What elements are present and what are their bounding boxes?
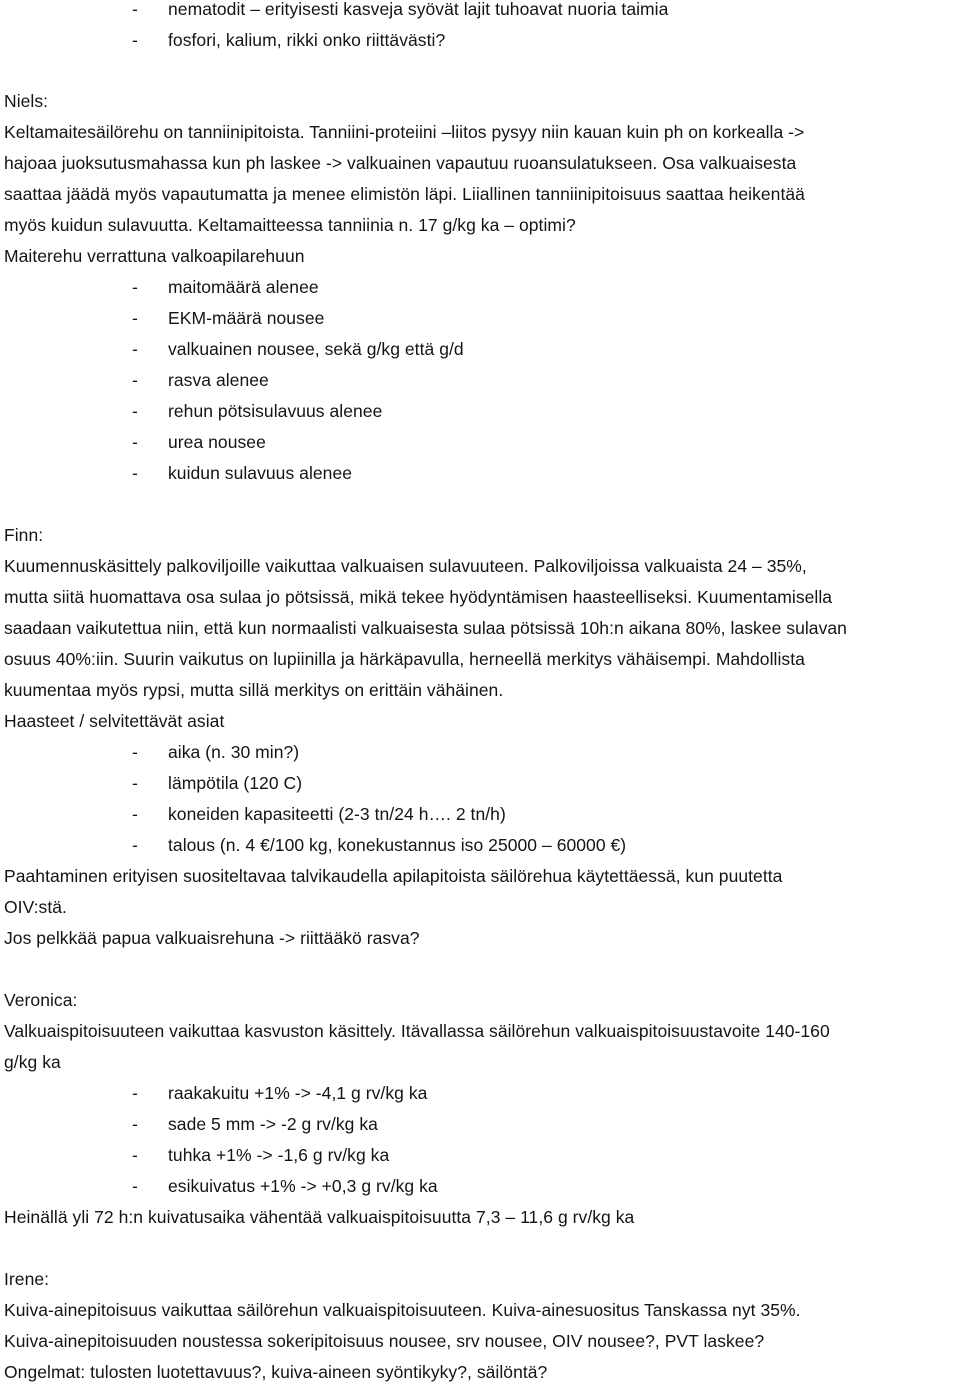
paragraph-line: Maiterehu verrattuna valkoapilarehuun: [4, 246, 305, 266]
list-item: - valkuainen nousee, sekä g/kg että g/d: [132, 334, 958, 365]
bullet-marker: -: [132, 308, 138, 328]
paragraph-line: Kuumennuskäsittely palkoviljoille vaikuttaa valkuaisen sulavuuteen. Palkoviljoissa valkuaista 24 – 35%,: [4, 556, 807, 576]
paragraph-line: Kuiva-ainepitoisuus vaikuttaa säilörehun valkuaispitoisuuteen. Kuiva-ainesuositus Tanskassa nyt 35%.: [4, 1300, 801, 1320]
list-item: - maitomäärä alenee: [132, 272, 958, 303]
paragraph-line: hajoaa juoksutusmahassa kun ph laskee -> valkuainen vapautuu ruoansulatukseen. Osa valkuaisesta: [4, 153, 797, 173]
bullet-marker: -: [132, 277, 138, 297]
paragraph-line: Keltamaitesäilörehu on tanniinipitoista. Tanniini-proteiini –liitos pysyy niin kauan kuin ph on korkealla ->: [4, 122, 805, 142]
list-item: - lämpötila (120 C): [132, 768, 958, 799]
bullet-marker: -: [132, 1083, 138, 1103]
section-heading-finn: Finn:: [4, 525, 44, 545]
section-heading-irene: Irene:: [4, 1269, 50, 1289]
section-heading-veronica: Veronica:: [4, 990, 78, 1010]
list-item: - esikuivatus +1% -> +0,3 g rv/kg ka: [132, 1171, 958, 1202]
paragraph-line: g/kg ka: [4, 1052, 61, 1072]
list-item: - EKM-määrä nousee: [132, 303, 958, 334]
paragraph-line: Valkuaispitoisuuteen vaikuttaa kasvuston käsittely. Itävallassa säilörehun valkuaispitoisuustavoite 140-160: [4, 1021, 830, 1041]
bullet-marker: -: [132, 30, 138, 50]
list-item: - rasva alenee: [132, 365, 958, 396]
paragraph-line: Kuiva-ainepitoisuuden noustessa sokeripitoisuus nousee, srv nousee, OIV nousee?, PVT laskee?: [4, 1331, 765, 1351]
list-item: - nematodit – erityisesti kasveja syövät lajit tuhoavat nuoria taimia: [132, 0, 958, 25]
list-item: - talous (n. 4 €/100 kg, konekustannus iso 25000 – 60000 €): [132, 830, 958, 861]
list-item: - rehun pötsisulavuus alenee: [132, 396, 958, 427]
paragraph-line: saattaa jäädä myös vapautumatta ja menee elimistön läpi. Liiallinen tanniinipitoisuus saattaa heikentää: [4, 184, 805, 204]
list-item: - tuhka +1% -> -1,6 g rv/kg ka: [132, 1140, 958, 1171]
bullet-marker: -: [132, 1145, 138, 1165]
bullet-marker: -: [132, 401, 138, 421]
list-item: - kuidun sulavuus alenee: [132, 458, 958, 489]
bullet-marker: -: [132, 1114, 138, 1134]
paragraph-line: Ongelmat: tulosten luotettavuus?, kuiva-aineen syöntikyky?, säilöntä?: [4, 1362, 548, 1382]
bullet-marker: -: [132, 463, 138, 483]
paragraph-line: mutta siitä huomattava osa sulaa jo pötsissä, mikä tekee hyödyntämisen haasteelliseksi. Kuumentamisella: [4, 587, 833, 607]
paragraph-line: Jos pelkkää papua valkuaisrehuna -> riittääkö rasva?: [4, 928, 420, 948]
bullet-marker: -: [132, 370, 138, 390]
bullet-marker: -: [132, 0, 138, 19]
paragraph-line: saadaan vaikutettua niin, että kun normaalisti valkuaisesta sulaa pötsissä 10h:n aikana 80%, laskee sulavan: [4, 618, 847, 638]
bullet-marker: -: [132, 835, 138, 855]
bullet-marker: -: [132, 339, 138, 359]
bullet-marker: -: [132, 432, 138, 452]
paragraph-line: kuumentaa myös rypsi, mutta sillä merkitys on erittäin vähäinen.: [4, 680, 504, 700]
paragraph-line: Haasteet / selvitettävät asiat: [4, 711, 225, 731]
paragraph-line: myös kuidun sulavuutta. Keltamaitteessa tanniinia n. 17 g/kg ka – optimi?: [4, 215, 576, 235]
section-heading-niels: Niels:: [4, 91, 49, 111]
bullet-marker: -: [132, 1176, 138, 1196]
paragraph-line: OIV:stä.: [4, 897, 67, 917]
list-item: - urea nousee: [132, 427, 958, 458]
bullet-marker: -: [132, 742, 138, 762]
paragraph-line: Paahtaminen erityisen suositeltavaa talvikaudella apilapitoista säilörehua käytettäessä, kun puutetta: [4, 866, 783, 886]
bullet-marker: -: [132, 804, 138, 824]
paragraph-line: osuus 40%:iin. Suurin vaikutus on lupiinilla ja härkäpavulla, herneellä merkitys vähäisempi. Mahdollista: [4, 649, 805, 669]
list-item: - raakakuitu +1% -> -4,1 g rv/kg ka: [132, 1078, 958, 1109]
list-item: - koneiden kapasiteetti (2-3 tn/24 h…. 2 tn/h): [132, 799, 958, 830]
paragraph-line: Heinällä yli 72 h:n kuivatusaika vähentää valkuaispitoisuutta 7,3 – 11,6 g rv/kg ka: [4, 1207, 635, 1227]
bullet-marker: -: [132, 773, 138, 793]
list-item: - aika (n. 30 min?): [132, 737, 958, 768]
list-item: - sade 5 mm -> -2 g rv/kg ka: [132, 1109, 958, 1140]
list-item: - fosfori, kalium, rikki onko riittävästi?: [132, 25, 958, 56]
